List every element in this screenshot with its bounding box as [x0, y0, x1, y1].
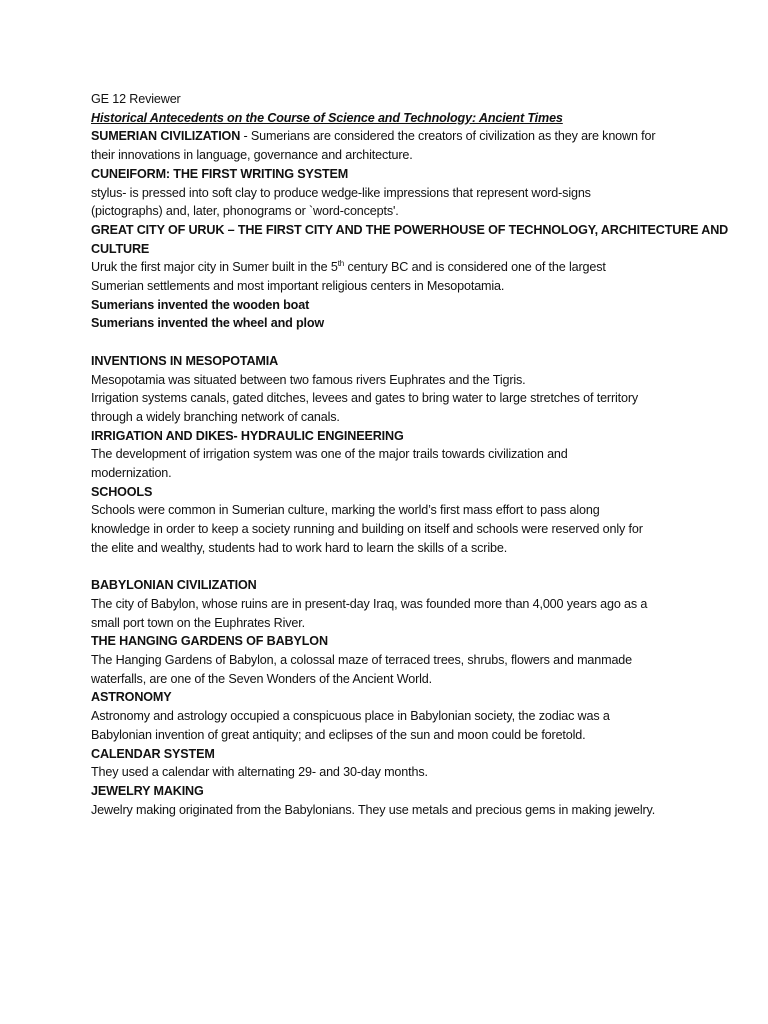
uruk-text-a: Uruk the first major city in Sumer built in the 5 [91, 260, 338, 275]
paragraph-line: They used a calendar with alternating 29- and 30-day months. [91, 765, 428, 780]
paragraph-line: Sumerian settlements and most important religious centers in Mesopotamia. [91, 279, 505, 294]
spacer [91, 333, 721, 352]
sumerian-intro-line [91, 127, 721, 146]
paragraph-line: waterfalls, are one of the Seven Wonders of the Ancient World. [91, 671, 432, 686]
section-heading-calendar: CALENDAR SYSTEM [91, 746, 215, 761]
paragraph-line-uruk [91, 258, 721, 277]
paragraph-line: Mesopotamia was situated between two famous rivers Euphrates and the Tigris. [91, 372, 526, 387]
paragraph-line: their innovations in language, governance and architecture. [91, 148, 413, 163]
document-subtitle: Historical Antecedents on the Course of Science and Technology: Ancient Times [91, 110, 563, 125]
document-title: GE 12 Reviewer [91, 92, 181, 106]
paragraph-line: the elite and wealthy, students had to work hard to learn the skills of a scribe. [91, 540, 508, 555]
paragraph-line: Astronomy and astrology occupied a conspicuous place in Babylonian society, the zodiac was a [91, 709, 610, 724]
paragraph-line: Irrigation systems canals, gated ditches, levees and gates to bring water to large stretches of territory [91, 391, 639, 406]
paragraph-line: The city of Babylon, whose ruins are in present-day Iraq, was founded more than 4,000 years ago as a [91, 596, 648, 611]
paragraph-line: small port town on the Euphrates River. [91, 615, 305, 630]
uruk-text-b: century BC and is considered one of the largest [344, 260, 606, 275]
uruk-superscript: th [337, 259, 345, 269]
section-heading-irrigation: IRRIGATION AND DIKES- HYDRAULIC ENGINEERING [91, 428, 404, 443]
paragraph-line: modernization. [91, 466, 172, 481]
fact-wheel-plow: Sumerians invented the wheel and plow [91, 316, 325, 331]
section-heading-cuneiform: CUNEIFORM: THE FIRST WRITING SYSTEM [91, 166, 349, 181]
paragraph-line: Schools were common in Sumerian culture, marking the world’s first mass effort to pass along [91, 503, 600, 518]
section-heading-uruk-cont: CULTURE [91, 241, 150, 256]
paragraph-line: Jewelry making originated from the Babylonians. They use metals and precious gems in making jewelry. [91, 802, 656, 817]
paragraph-line: The Hanging Gardens of Babylon, a colossal maze of terraced trees, shrubs, flowers and manmade [91, 653, 633, 668]
section-heading-schools: SCHOOLS [91, 484, 153, 499]
paragraph-line: The development of irrigation system was one of the major trails towards civilization and [91, 447, 568, 462]
spacer [91, 558, 721, 577]
sumerian-intro-text: - Sumerians are considered the creators of civilization as they are known for [240, 129, 656, 144]
section-heading-babylonian: BABYLONIAN CIVILIZATION [91, 578, 257, 593]
paragraph-line: through a widely branching network of canals. [91, 409, 340, 424]
paragraph-line: (pictographs) and, later, phonograms or `word-concepts'. [91, 204, 399, 219]
section-heading-astronomy: ASTRONOMY [91, 690, 172, 705]
sumerian-heading: SUMERIAN CIVILIZATION [91, 129, 241, 144]
document-page [91, 90, 729, 819]
paragraph-line: Babylonian invention of great antiquity; and eclipses of the sun and moon could be foretold. [91, 727, 586, 742]
fact-wooden-boat: Sumerians invented the wooden boat [91, 297, 310, 312]
paragraph-line: knowledge in order to keep a society running and building on itself and schools were reserved only for [91, 522, 643, 537]
section-heading-gardens: THE HANGING GARDENS OF BABYLON [91, 634, 328, 649]
paragraph-line: stylus- is pressed into soft clay to produce wedge-like impressions that represent word-signs [91, 185, 591, 200]
section-heading-jewelry: JEWELRY MAKING [91, 783, 204, 798]
section-heading-mesopotamia: INVENTIONS IN MESOPOTAMIA [91, 353, 279, 368]
section-heading-uruk: GREAT CITY OF URUK – THE FIRST CITY AND THE POWERHOUSE OF TECHNOLOGY, ARCHITECTURE AND [91, 222, 729, 237]
